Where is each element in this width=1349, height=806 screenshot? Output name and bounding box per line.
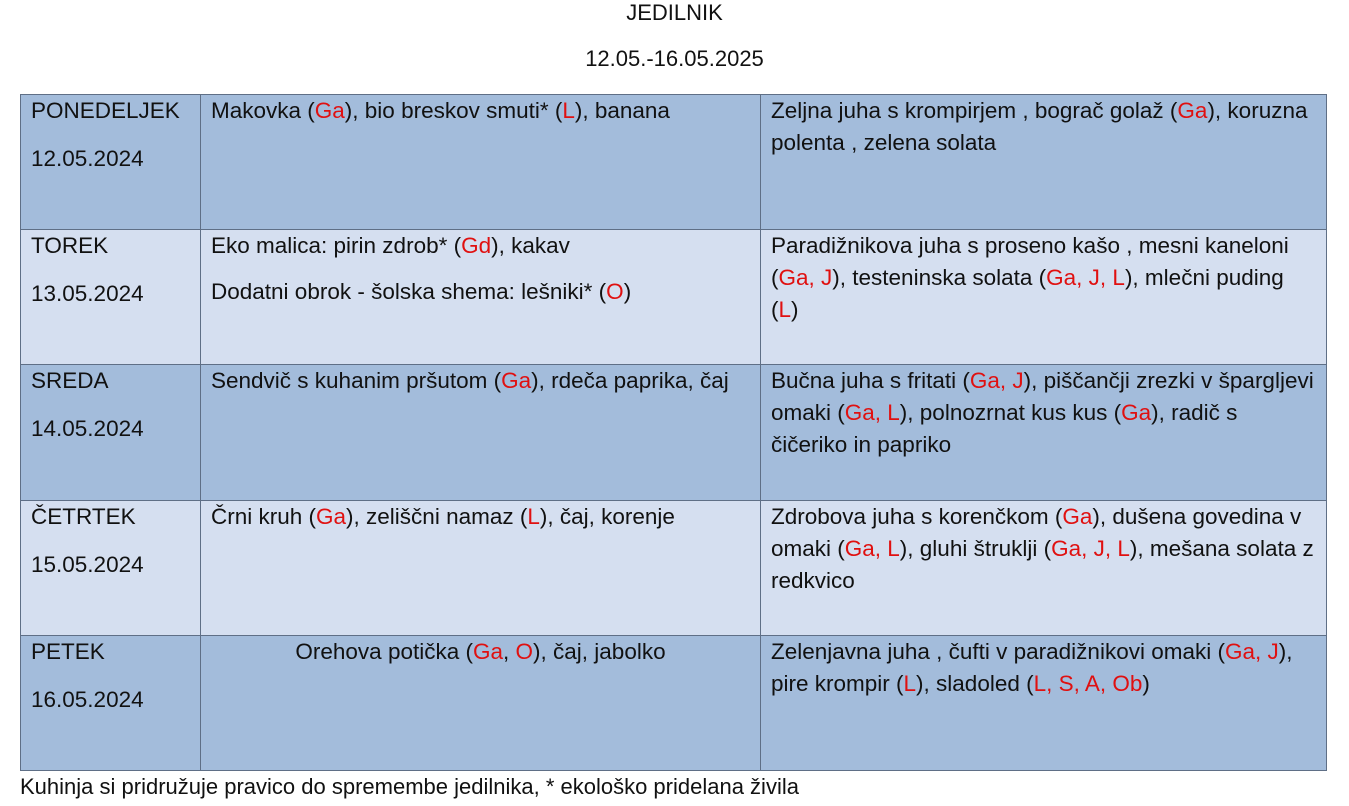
- day-date: 15.05.2024: [31, 551, 144, 577]
- menu-text: Zeljna juha s krompirjem , bograč golaž (: [771, 98, 1178, 123]
- menu-text: Orehova potička (: [295, 638, 473, 664]
- menu-text: ,: [503, 638, 516, 664]
- menu-text: ), dušena govedina v omaki (: [771, 503, 1302, 561]
- menu-line: [771, 230, 1316, 326]
- menu-text: ), zeliščni namaz (: [346, 503, 528, 529]
- breakfast-cell: [201, 365, 761, 500]
- menu-text: ), testeninska solata (: [832, 265, 1047, 291]
- day-row: [21, 95, 1327, 230]
- menu-line: [211, 276, 750, 308]
- day-name: PONEDELJEK: [31, 98, 180, 123]
- menu-text: ), bio breskov smuti* (: [344, 98, 563, 123]
- menu-text: ): [791, 297, 799, 323]
- menu-line: [771, 636, 1316, 700]
- breakfast-cell: [201, 95, 761, 230]
- menu-line: [211, 501, 750, 533]
- menu-text: ), polnozrnat kus kus (: [899, 400, 1122, 426]
- allergen-code: Ga, J, L: [1046, 265, 1125, 291]
- menu-text: ), gluhi štruklji (: [899, 535, 1052, 561]
- breakfast-cell: [201, 500, 761, 635]
- allergen-code: Ga: [314, 98, 345, 123]
- day-name: PETEK: [31, 638, 105, 664]
- menu-text: ), mešana solata z redkvico: [771, 535, 1314, 593]
- lunch-cell: [761, 365, 1327, 500]
- lunch-cell: [761, 230, 1327, 365]
- allergen-code: Ga, L: [844, 535, 900, 561]
- day-row: [21, 365, 1327, 500]
- allergen-code: Ga: [472, 638, 503, 664]
- allergen-code: Ga: [1062, 503, 1093, 529]
- allergen-code: Ga, J, L: [1051, 535, 1130, 561]
- lunch-cell: [761, 635, 1327, 770]
- menu-text: ), sladoled (: [916, 670, 1034, 696]
- menu-text: ), čaj, korenje: [539, 503, 675, 529]
- menu-text: ), čaj, jabolko: [533, 638, 666, 664]
- day-name: ČETRTEK: [31, 503, 136, 529]
- day-name: SREDA: [31, 368, 109, 394]
- day-row: [21, 230, 1327, 365]
- allergen-code: Ga: [1121, 400, 1152, 426]
- menu-line: [771, 95, 1316, 159]
- allergen-code: Ga: [316, 503, 347, 529]
- allergen-code: Ga, J: [969, 368, 1024, 394]
- breakfast-cell: [201, 230, 761, 365]
- allergen-code: Ga, L: [844, 400, 900, 426]
- menu-line: [211, 365, 750, 397]
- menu-text: ), pire krompir (: [771, 638, 1293, 696]
- day-date: 13.05.2024: [31, 281, 144, 307]
- day-row: [21, 635, 1327, 770]
- allergen-code: O: [515, 638, 534, 664]
- day-date: 14.05.2024: [31, 416, 144, 442]
- allergen-code: Gd: [461, 233, 492, 259]
- menu-text: Sendvič s kuhanim pršutom (: [211, 368, 502, 394]
- menu-text: ), piščančji zrezki v špargljevi omaki (: [771, 368, 1314, 426]
- menu-title: JEDILNIK: [626, 0, 723, 25]
- allergen-code: L, S, A, Ob: [1033, 670, 1143, 696]
- day-date: 16.05.2024: [31, 686, 144, 712]
- menu-text: ): [623, 279, 632, 305]
- footer-note: Kuhinja si pridružuje pravico do spremembe jedilnika, * ekološko pridelana živila: [20, 774, 799, 799]
- allergen-code: L: [562, 98, 575, 123]
- menu-line: [211, 230, 750, 262]
- allergen-code: Ga, J: [778, 265, 833, 291]
- day-cell: [21, 635, 201, 770]
- menu-text: Dodatni obrok - šolska shema: lešniki* (: [211, 279, 607, 305]
- allergen-code: Ga: [501, 368, 532, 394]
- menu-text: ), radič s čičeriko in papriko: [771, 400, 1238, 458]
- menu-text: Eko malica: pirin zdrob* (: [211, 233, 462, 259]
- allergen-code: Ga: [1177, 98, 1208, 123]
- day-cell: [21, 365, 201, 500]
- menu-line: [771, 365, 1316, 461]
- menu-text: Makovka (: [211, 98, 315, 123]
- day-cell: [21, 500, 201, 635]
- menu-text: ), rdeča paprika, čaj: [531, 368, 729, 394]
- lunch-cell: [761, 95, 1327, 230]
- menu-text: ): [1142, 670, 1150, 696]
- day-cell: [21, 95, 201, 230]
- allergen-code: L: [903, 670, 917, 696]
- menu-line: [211, 636, 750, 668]
- menu-text: Zdrobova juha s korenčkom (: [771, 503, 1063, 529]
- menu-text: ), kakav: [491, 233, 570, 259]
- allergen-code: Ga, J: [1224, 638, 1279, 664]
- menu-text: Bučna juha s fritati (: [771, 368, 970, 394]
- allergen-code: L: [778, 297, 792, 323]
- menu-line: [771, 501, 1316, 597]
- menu-text: ), banana: [574, 98, 670, 123]
- menu-table: [20, 94, 1327, 771]
- breakfast-cell: [201, 635, 761, 770]
- allergen-code: O: [606, 279, 624, 305]
- day-cell: [21, 230, 201, 365]
- menu-week-dates: 12.05.-16.05.2025: [585, 46, 764, 71]
- menu-text: Paradižnikova juha s proseno kašo , mesni kaneloni (: [771, 233, 1289, 291]
- menu-table-body: [21, 95, 1327, 771]
- menu-text: ), koruzna polenta , zelena solata: [771, 98, 1308, 155]
- day-name: TOREK: [31, 233, 109, 259]
- day-row: [21, 500, 1327, 635]
- menu-line: [211, 95, 750, 127]
- lunch-cell: [761, 500, 1327, 635]
- menu-text: ), mlečni puding (: [771, 265, 1284, 323]
- menu-text: Zelenjavna juha , čufti v paradižnikovi omaki (: [771, 638, 1225, 664]
- day-date: 12.05.2024: [31, 146, 144, 171]
- allergen-code: L: [527, 503, 540, 529]
- menu-text: Črni kruh (: [211, 503, 317, 529]
